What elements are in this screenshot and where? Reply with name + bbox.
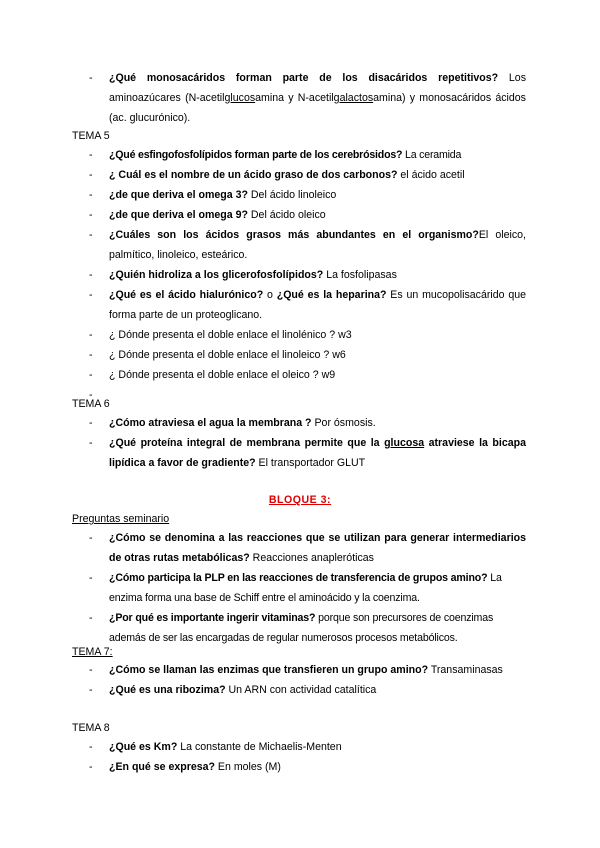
bullet-dash: -: [89, 741, 93, 753]
list-item: [0, 680, 600, 700]
bullet-dash: -: [89, 761, 93, 773]
question-text: ¿Qué es el ácido hialurónico?: [109, 289, 264, 301]
list-item: [0, 757, 600, 777]
answer-text: Del ácido oleico: [247, 209, 326, 221]
list-item: [0, 68, 600, 128]
list-item: [0, 365, 600, 385]
list-item: [0, 528, 600, 568]
question-text: ¿de que deriva el omega 3?: [109, 189, 248, 201]
question-text: ¿Qué monosacáridos forman parte de los disacáridos repetitivos?: [109, 72, 499, 84]
list-item: [0, 737, 600, 757]
tema7-list: [0, 660, 600, 700]
answer-text: ¿ Dónde presenta el doble enlace el linolénico ? w3: [109, 329, 352, 341]
section-heading-tema7: TEMA 7:: [72, 646, 113, 658]
block-title: BLOQUE 3:: [268, 494, 332, 506]
bullet-dash: -: [89, 229, 93, 241]
seminario-list: [0, 528, 600, 648]
bullet-dash: -: [89, 684, 93, 696]
list-item: [0, 568, 600, 608]
bullet-dash: -: [89, 349, 93, 361]
question-text: ¿de que deriva el omega 9?: [109, 209, 248, 221]
connector-text: o: [263, 289, 277, 301]
bullet-dash: -: [89, 169, 93, 181]
bullet-dash: -: [89, 389, 93, 401]
list-item: [0, 608, 600, 648]
question-text: ¿Qué es una ribozima?: [109, 684, 226, 696]
answer-text: Reacciones anapleróticas: [249, 552, 374, 564]
bullet-dash: -: [89, 664, 93, 676]
list-item: [0, 660, 600, 680]
bullet-dash: -: [89, 72, 93, 84]
answer-text: En moles (M): [214, 761, 281, 773]
answer-text: amina) y monosacáridos ácidos (ac. glucurónico).: [109, 92, 526, 124]
question-text: ¿En qué se expresa?: [109, 761, 215, 773]
question-text: atraviese la bicapa lipídica a favor de gradiente?: [109, 437, 526, 469]
bullet-dash: -: [89, 329, 93, 341]
question-text: ¿Por qué es importante ingerir vitaminas?: [109, 612, 316, 624]
bullet-dash: -: [89, 289, 93, 301]
answer-text: Un ARN con actividad catalítica: [225, 684, 377, 696]
answer-underlined: glucos: [224, 92, 256, 104]
list-item: [0, 225, 600, 265]
bullet-dash: -: [89, 612, 93, 624]
answer-text: La constante de Michaelis-Menten: [177, 741, 342, 753]
list-item: [0, 413, 600, 433]
list-item: [0, 185, 600, 205]
question-text: ¿Cómo participa la PLP en las reacciones de transferencia de grupos amino?: [109, 572, 488, 584]
question-text: ¿Cómo se llaman las enzimas que transfieren un grupo amino?: [109, 664, 429, 676]
list-item: [0, 285, 600, 325]
question-text: ¿Qué esfingofosfolípidos forman parte de los cerebrósidos?: [109, 149, 403, 161]
section-heading-tema6: TEMA 6: [72, 398, 110, 410]
answer-text: El oleico, palmítico, linoleico, esteárico.: [109, 229, 526, 261]
question-text: ¿ Cuál es el nombre de un ácido graso de dos carbonos?: [109, 169, 398, 181]
tema5-list: [0, 145, 600, 405]
answer-underlined: galactos: [333, 92, 374, 104]
answer-text: Por ósmosis.: [311, 417, 376, 429]
answer-text: amina y N-acetil: [255, 92, 334, 104]
list-item: [0, 433, 600, 473]
question-text: ¿Quién hidroliza a los glicerofosfolípidos?: [109, 269, 324, 281]
answer-text: el ácido acetil: [397, 169, 465, 181]
section-heading-seminario: Preguntas seminario: [72, 513, 170, 525]
question-text: ¿Qué proteína integral de membrana permite que la: [109, 437, 385, 449]
answer-text: Es un mucopolisacárido que forma parte de un proteoglicano.: [109, 289, 526, 321]
answer-text: Del ácido linoleico: [247, 189, 337, 201]
list-item: [0, 165, 600, 185]
answer-text: El transportador GLUT: [255, 457, 366, 469]
question-text: ¿Cómo atraviesa el agua la membrana ?: [109, 417, 312, 429]
bullet-dash: -: [89, 189, 93, 201]
question-text: ¿Cuáles son los ácidos grasos más abundantes en el organismo?: [109, 229, 479, 241]
tema6-list: [0, 413, 600, 473]
bullet-dash: -: [89, 209, 93, 221]
bullet-dash: -: [89, 417, 93, 429]
bullet-dash: -: [89, 149, 93, 161]
answer-text: ¿ Dónde presenta el doble enlace el oleico ? w9: [109, 369, 336, 381]
list-item: [0, 265, 600, 285]
tema8-list: [0, 737, 600, 777]
answer-text: porque son precursores de coenzimas además de ser las encargadas de regular numerosos procesos metabólicos.: [109, 612, 494, 644]
answer-text: Transaminasas: [428, 664, 503, 676]
bullet-dash: -: [89, 532, 93, 544]
intro-list: [0, 68, 600, 128]
section-heading-tema5: TEMA 5: [72, 130, 110, 142]
answer-text: La enzima forma una base de Schiff entre el aminoácido y la coenzima.: [109, 572, 502, 604]
question-text: ¿Qué es Km?: [109, 741, 178, 753]
list-item: [0, 345, 600, 365]
list-item: [0, 145, 600, 165]
bullet-dash: -: [89, 369, 93, 381]
list-item: [0, 325, 600, 345]
answer-text: Los aminoazúcares (N-acetil: [109, 72, 526, 104]
question-text: ¿Qué es la heparina?: [276, 289, 387, 301]
bullet-dash: -: [89, 437, 93, 449]
answer-text: La fosfolipasas: [323, 269, 397, 281]
section-heading-tema8: TEMA 8: [72, 722, 110, 734]
question-text: ¿Cómo se denomina a las reacciones que se utilizan para generar intermediarios de otras rutas metabólicas?: [109, 532, 526, 564]
answer-text: La ceramida: [402, 149, 462, 161]
question-underlined: glucosa: [384, 437, 425, 449]
list-item: [0, 205, 600, 225]
answer-text: ¿ Dónde presenta el doble enlace el linoleico ? w6: [109, 349, 346, 361]
bullet-dash: -: [89, 269, 93, 281]
bullet-dash: -: [89, 572, 93, 584]
